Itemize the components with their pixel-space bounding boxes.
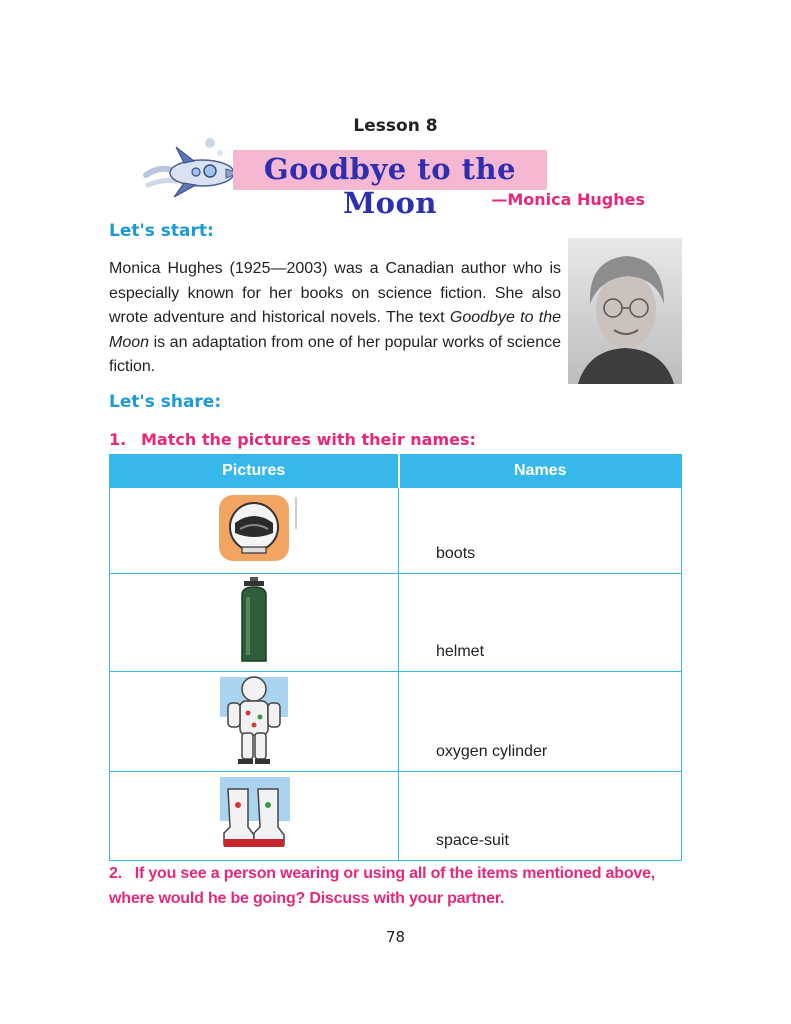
lesson-label: Lesson 8 [353, 116, 438, 136]
page-number: 78 [385, 928, 406, 946]
names-header: Names [399, 455, 682, 488]
intro-text-1: Monica Hughes (1925—2003) was a Canadian author who is especially known for her books on science fiction. She also wrote adventure and historical novels. The text [109, 260, 561, 326]
intro-paragraph [109, 257, 561, 380]
name-cell: helmet [399, 574, 682, 672]
picture-cell [110, 672, 399, 772]
picture-cell [110, 574, 399, 672]
table-row [110, 672, 682, 772]
table-row [110, 772, 682, 861]
pictures-header: Pictures [110, 455, 399, 488]
question-1-text: Match the pictures with their names: [141, 430, 476, 449]
intro-book-title: Goodbye to the Moon [109, 309, 562, 351]
author-credit: —Monica Hughes [491, 190, 645, 209]
table-header-row [110, 455, 682, 488]
question-2-number: 2. [109, 865, 122, 882]
author-portrait [568, 238, 682, 384]
table-row [110, 574, 682, 672]
intro-text-2: is an adaptation from one of her popular works of science fiction. [109, 333, 561, 375]
boots-picture [214, 775, 294, 853]
name-cell: oxygen cylinder [399, 672, 682, 772]
table-row [110, 488, 682, 574]
rocket-illustration [140, 135, 240, 201]
picture-cell [110, 772, 399, 861]
name-cell: boots [399, 488, 682, 574]
picture-cell [110, 488, 399, 574]
question-1 [109, 430, 476, 449]
oxygen-cylinder-picture [224, 575, 284, 665]
match-table [109, 454, 682, 861]
lets-start-heading: Let's start: [109, 221, 214, 241]
name-cell: space-suit [399, 772, 682, 861]
lets-share-heading: Let's share: [109, 392, 222, 412]
lesson-title: Goodbye to the Moon [263, 152, 517, 220]
question-1-number: 1. [109, 430, 127, 449]
question-2-text: If you see a person wearing or using all of the items mentioned above, where would he be going? Discuss with your partner. [109, 865, 656, 907]
helmet-picture [204, 489, 304, 567]
space-suit-picture [214, 673, 294, 765]
question-2 [109, 861, 684, 911]
